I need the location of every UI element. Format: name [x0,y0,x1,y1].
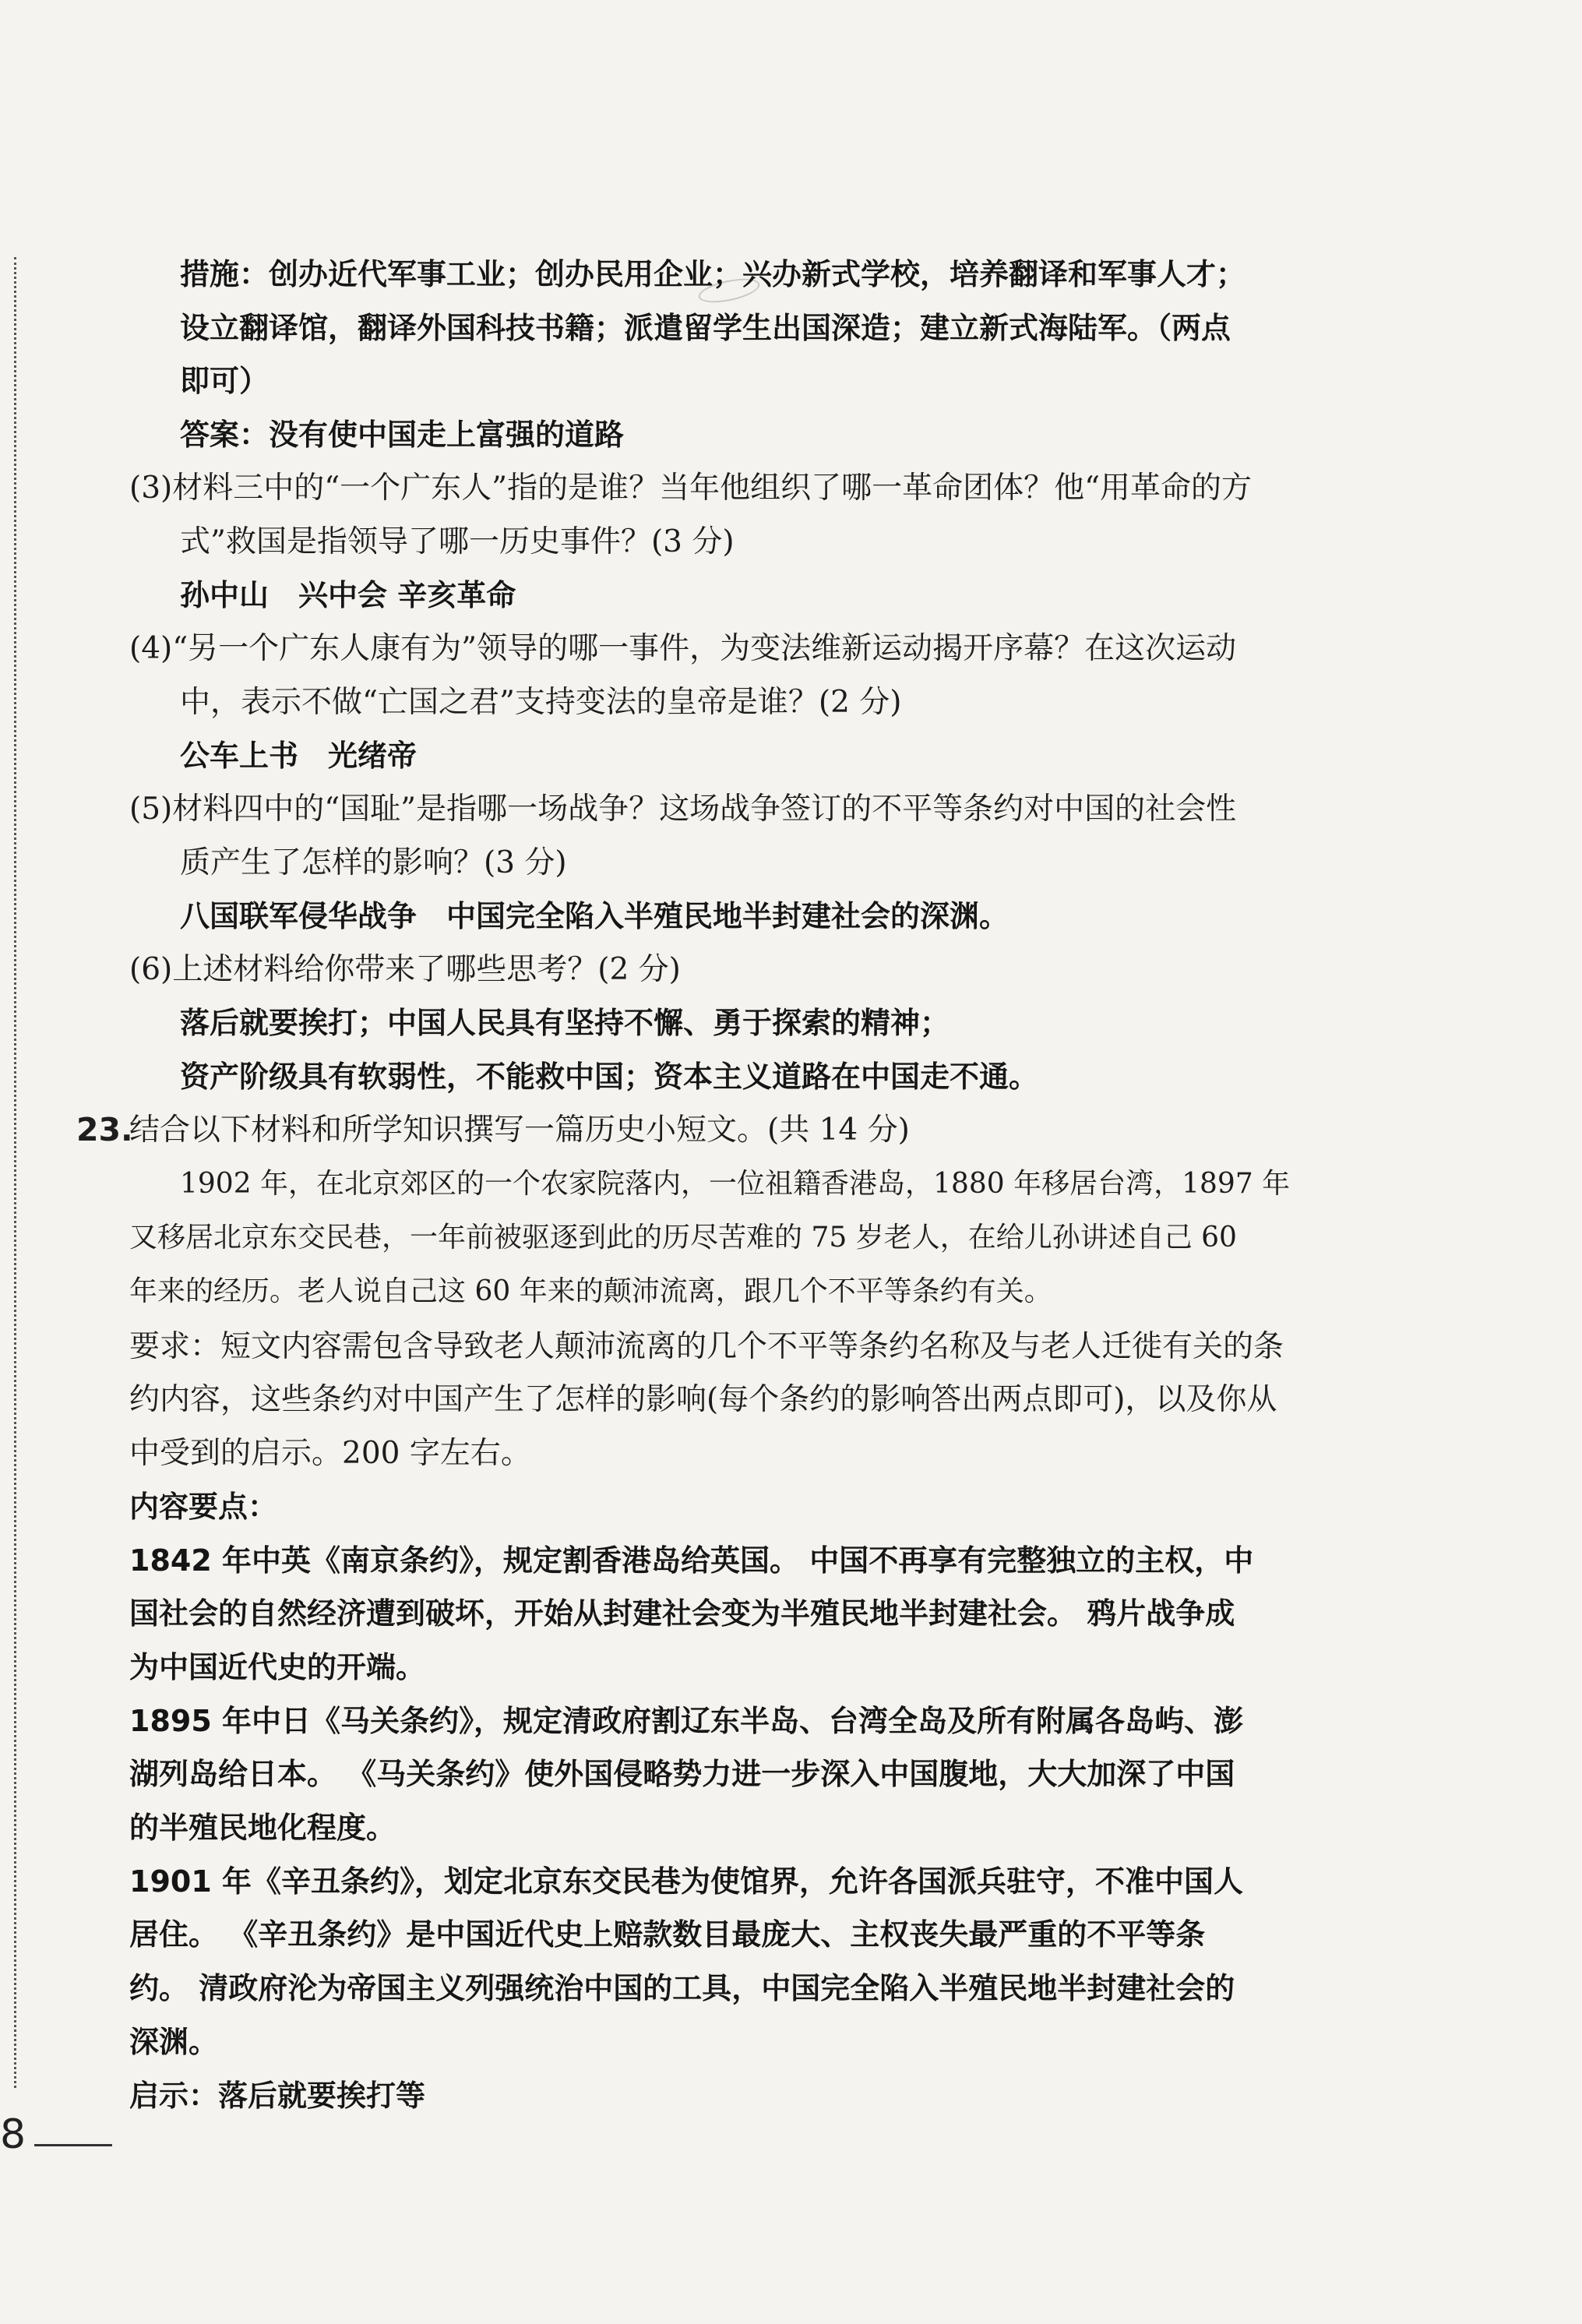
question-3-line-2: 式”救国是指领导了哪一历史事件？(3 分) [180,524,735,559]
key-point-boxer-line-2: 居住。 《辛丑条约》是中国近代史上赔款数目最庞大、主权丧失最严重的不平等条 [129,1917,1206,1952]
binding-dotted-line [14,257,16,2088]
answer-3: 孙中山 兴中会 辛亥革命 [180,578,516,612]
key-point-nanjing-line-2: 国社会的自然经济遭到破坏，开始从封建社会变为半殖民地半封建社会。 鸦片战争成 [129,1596,1235,1631]
material-line-1: 1902 年，在北京郊区的一个农家院落内，一位祖籍香港岛，1880 年移居台湾，1897 年 [180,1168,1291,1200]
question-23-number: 23. [76,1111,133,1148]
question-3-line-1: (3)材料三中的“一个广东人”指的是谁？当年他组织了哪一革命团体？他“用革命的方 [129,471,1253,506]
answer-6-line-2: 资产阶级具有软弱性，不能救中国；资本主义道路在中国走不通。 [180,1060,1039,1094]
answer-result-line: 答案：没有使中国走上富强的道路 [180,418,625,452]
requirement-line-1: 要求：短文内容需包含导致老人颠沛流离的几个不平等条约名称及与老人迁徙有关的条 [129,1329,1284,1364]
requirement-line-3: 中受到的启示。200 字左右。 [129,1436,531,1471]
key-point-shimonoseki-line-3: 的半殖民地化程度。 [129,1811,396,1845]
key-point-shimonoseki-line-2: 湖列岛给日本。 《马关条约》使外国侵略势力进一步深入中国腹地，大大加深了中国 [129,1757,1235,1791]
key-point-boxer-line-3: 约。 清政府沦为帝国主义列强统治中国的工具，中国完全陷入半殖民地半封建社会的 [129,1971,1235,2005]
page-number: 8 [0,2111,26,2158]
answer-5: 八国联军侵华战争 中国完全陷入半殖民地半封建社会的深渊。 [180,899,1009,933]
question-6: (6)上述材料给你带来了哪些思考？(2 分) [129,952,681,987]
key-point-boxer-line-4: 深渊。 [129,2025,219,2059]
requirement-line-2: 约内容，这些条约对中国产生了怎样的影响(每个条约的影响答出两点即可)，以及你从 [129,1382,1277,1417]
question-5-line-2: 质产生了怎样的影响？(3 分) [180,845,567,880]
answer-6-line-1: 落后就要挨打；中国人民具有坚持不懈、勇于探索的精神； [180,1006,950,1040]
key-points-heading: 内容要点： [129,1490,278,1524]
key-point-nanjing-line-1: 1842 年中英《南京条约》，规定割香港岛给英国。 中国不再享有完整独立的主权，中 [129,1543,1254,1578]
question-4-line-2: 中，表示不做“亡国之君”支持变法的皇帝是谁？(2 分) [180,685,902,720]
page-number-rule [34,2144,112,2146]
question-23-prompt: 结合以下材料和所学知识撰写一篇历史小短文。(共 14 分) [129,1113,910,1148]
material-line-2: 又移居北京东交民巷，一年前被驱逐到此的历尽苦难的 75 岁老人，在给儿孙讲述自己 60 [129,1222,1237,1254]
key-point-boxer-line-1: 1901 年《辛丑条约》，划定北京东交民巷为使馆界，允许各国派兵驻守，不准中国人 [129,1864,1243,1899]
key-point-shimonoseki-line-1: 1895 年中日《马关条约》，规定清政府割辽东半岛、台湾全岛及所有附属各岛屿、澎 [129,1704,1243,1738]
answer-4: 公车上书 光绪帝 [180,739,418,773]
answer-measures-line-3: 即可） [180,364,270,398]
material-line-3: 年来的经历。老人说自己这 60 年来的颠沛流离，跟几个不平等条约有关。 [129,1275,1052,1307]
question-5-line-1: (5)材料四中的“国耻”是指哪一场战争？这场战争签订的不平等条约对中国的社会性 [129,792,1237,827]
answer-measures-line-1: 措施：创办近代军事工业；创办民用企业；兴办新式学校，培养翻译和军事人才； [180,257,1246,291]
question-4-line-1: (4)“另一个广东人康有为”领导的哪一事件，为变法维新运动揭开序幕？在这次运动 [129,631,1237,666]
answer-measures-line-2: 设立翻译馆，翻译外国科技书籍；派遣留学生出国深造；建立新式海陆军。（两点 [180,311,1231,345]
insight-line: 启示：落后就要挨打等 [129,2079,426,2113]
key-point-nanjing-line-3: 为中国近代史的开端。 [129,1650,426,1684]
